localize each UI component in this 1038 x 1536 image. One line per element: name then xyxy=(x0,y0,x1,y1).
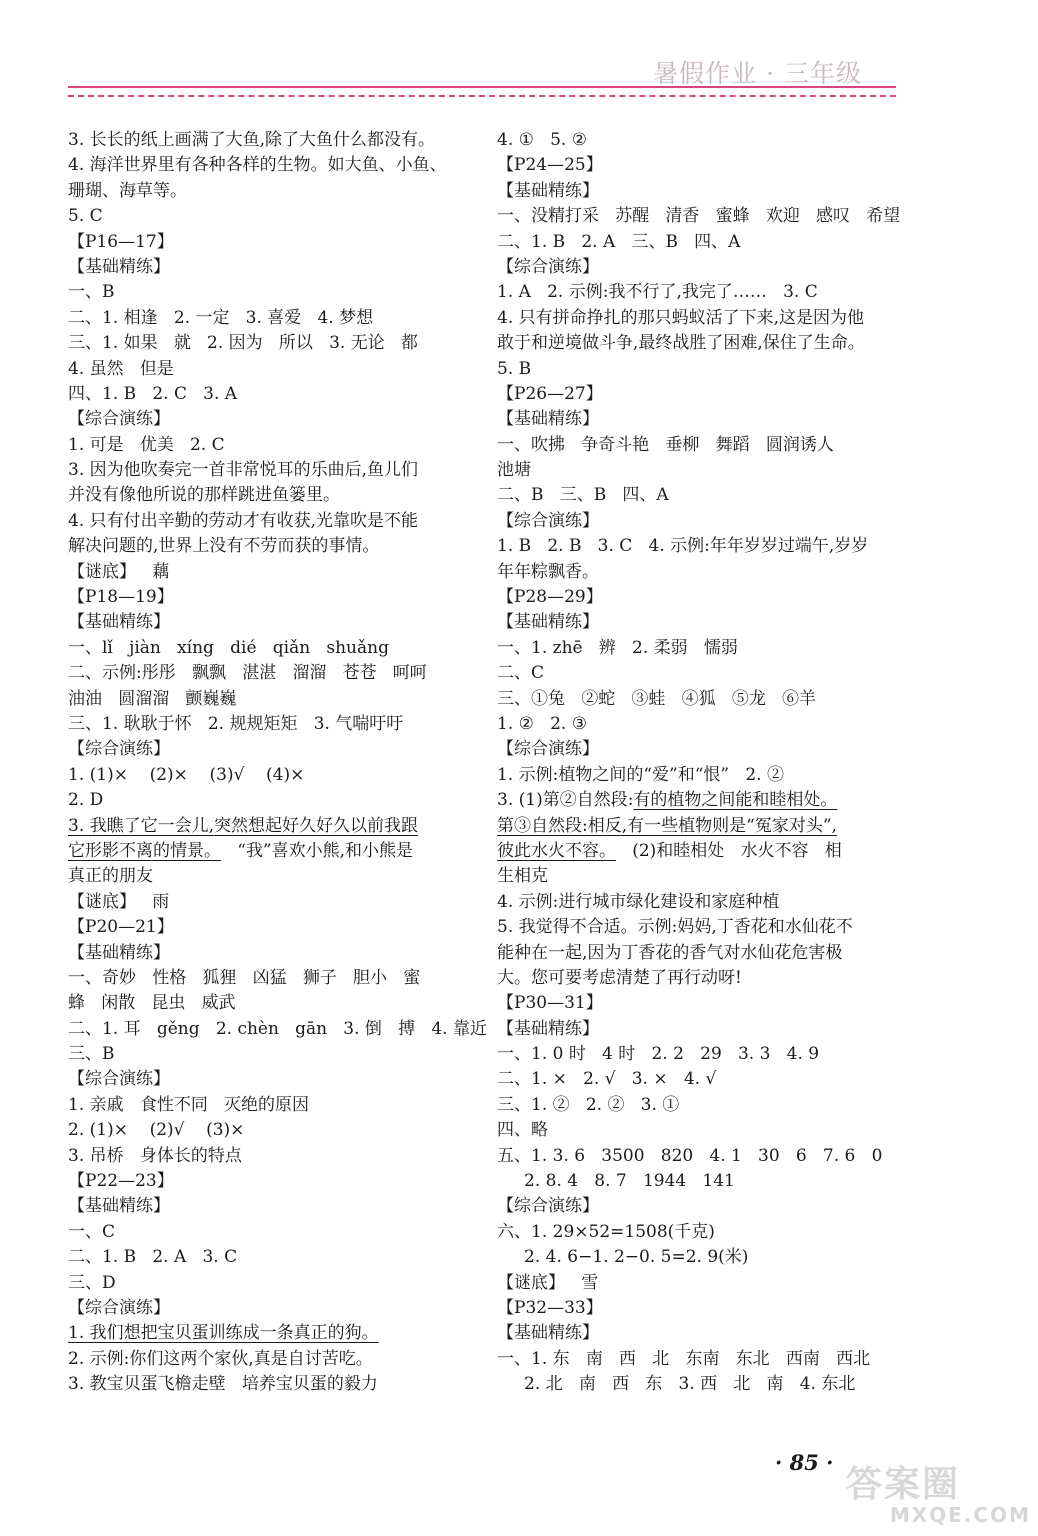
answer-line xyxy=(497,306,899,331)
answer-text: 四、略 xyxy=(497,1120,548,1141)
answer-line xyxy=(497,230,899,255)
answer-text: 2. (1)× (2)√ (3)× xyxy=(68,1120,245,1141)
answer-text: 1. A 2. 示例:我不行了,我完了…… 3. C xyxy=(497,282,818,303)
answer-line xyxy=(497,941,899,966)
answer-text: 4. 只有付出辛勤的劳动才有收获,光靠吹是不能 xyxy=(68,510,419,531)
answer-text: 【综合演练】 xyxy=(68,409,170,430)
left-column xyxy=(68,128,487,1398)
right-column xyxy=(497,128,899,1398)
answer-line xyxy=(497,280,899,305)
answer-line xyxy=(68,941,473,966)
answer-line xyxy=(497,839,899,864)
answer-text: 2. 北 南 西 东 3. 西 北 南 4. 东北 xyxy=(497,1374,856,1395)
answer-line xyxy=(68,1347,473,1372)
answer-text: 大。您可要考虑清楚了再行动呀! xyxy=(497,967,742,988)
watermark-logo xyxy=(846,1466,1031,1528)
answer-line xyxy=(497,331,899,356)
answer-line xyxy=(497,1144,899,1169)
answer-text: 4. 只有拼命挣扎的那只蚂蚁活了下来,这是因为他 xyxy=(497,307,865,328)
answer-line xyxy=(68,915,473,940)
answer-line xyxy=(497,255,899,280)
answer-line xyxy=(497,534,899,559)
answer-text: 【综合演练】 xyxy=(497,1196,599,1217)
answer-text: 三、①兔 ②蛇 ③蛙 ④狐 ⑤龙 ⑥羊 xyxy=(497,688,817,709)
answer-line xyxy=(497,1347,899,1372)
answer-line xyxy=(497,1372,899,1397)
answer-line xyxy=(68,179,473,204)
answer-text: 第③自然段:相反,有一些植物则是“冤家对头”, xyxy=(497,815,837,836)
answer-text: 【基础精练】 xyxy=(68,942,170,963)
answer-line xyxy=(497,407,899,432)
answer-text: 【P22—23】 xyxy=(68,1171,174,1192)
answer-line xyxy=(68,991,473,1016)
answer-text: 【基础精练】 xyxy=(68,612,170,633)
answer-line xyxy=(68,509,473,534)
answer-text: 【基础精练】 xyxy=(497,1323,599,1344)
answer-text: 2. 4. 6−1. 2−0. 5=2. 9(米) xyxy=(497,1247,749,1268)
answer-line xyxy=(497,737,899,762)
answer-text: 3. 我瞧了它一会儿,突然想起好久好久以前我跟 xyxy=(68,815,419,836)
answer-line xyxy=(68,864,473,889)
answer-text: 一、1. 0 时 4 时 2. 2 29 3. 3 4. 9 xyxy=(497,1044,820,1065)
answer-line xyxy=(68,331,473,356)
answer-line xyxy=(497,509,899,534)
answer-text: 1. B 2. B 3. C 4. 示例:年年岁岁过端午,岁岁 xyxy=(497,536,869,557)
answer-text: 一、奇妙 性格 狐狸 凶猛 狮子 胆小 蜜 xyxy=(68,967,421,988)
answer-text: 2. 示例:你们这两个家伙,真是自讨苦吃。 xyxy=(68,1348,373,1369)
answer-line xyxy=(497,204,899,229)
answer-text: 【基础精练】 xyxy=(68,1196,170,1217)
answer-text: 【基础精练】 xyxy=(497,1018,599,1039)
answer-line xyxy=(68,788,473,813)
answer-line xyxy=(497,153,899,178)
answer-text: 六、1. 29×52=1508(千克) xyxy=(497,1221,715,1242)
answer-line xyxy=(497,1245,899,1270)
answer-text: 【P26—27】 xyxy=(497,383,603,404)
answer-text: 3. (1)第②自然段: xyxy=(497,790,634,811)
answer-text: 二、1. 相逢 2. 一定 3. 喜爱 4. 梦想 xyxy=(68,307,374,328)
answer-text: 【综合演练】 xyxy=(68,739,170,760)
answer-line xyxy=(497,1017,899,1042)
answer-text: 2. D xyxy=(68,790,104,811)
answer-line xyxy=(68,1093,473,1118)
answer-line xyxy=(68,153,473,178)
answer-line xyxy=(68,230,473,255)
answer-text: 4. ① 5. ② xyxy=(497,130,587,150)
answer-line xyxy=(497,1067,899,1092)
answer-line xyxy=(68,280,473,305)
answer-text: 3. 教宝贝蛋飞檐走壁 培养宝贝蛋的毅力 xyxy=(68,1374,378,1395)
answer-line xyxy=(497,610,899,635)
answer-text: 【综合演练】 xyxy=(68,1297,170,1318)
answer-line xyxy=(68,483,473,508)
answer-text: 五、1. 3. 6 3500 820 4. 1 30 6 7. 6 0 xyxy=(497,1145,883,1166)
answer-text: 4. 示例:进行城市绿化建设和家庭种植 xyxy=(497,891,780,912)
answer-text: 三、1. ② 2. ② 3. ① xyxy=(497,1094,680,1115)
answer-text: 1. 我们想把宝贝蛋训练成一条真正的狗。 xyxy=(68,1323,379,1344)
answer-text: 【P32—33】 xyxy=(497,1297,603,1318)
answer-text: 【综合演练】 xyxy=(497,256,599,277)
answer-text: 二、1. 耳 gěng 2. chèn gān 3. 倒 搏 4. 靠近 xyxy=(68,1018,487,1039)
answer-text: 【基础精练】 xyxy=(497,180,599,201)
answer-line xyxy=(497,1042,899,1067)
answer-text: 1. ② 2. ③ xyxy=(497,713,587,734)
answer-text: 5. B xyxy=(497,358,532,379)
answer-line xyxy=(68,1245,473,1270)
answer-text: 它形影不离的情景。 xyxy=(68,840,221,861)
answer-line xyxy=(497,712,899,737)
answer-line xyxy=(68,128,473,153)
answer-text: 彼此水火不容。 xyxy=(497,840,616,861)
answer-line xyxy=(497,1321,899,1346)
answer-line xyxy=(497,1169,899,1194)
header-rule xyxy=(68,86,896,88)
answer-text: 1. (1)× (2)× (3)√ (4)× xyxy=(68,764,305,785)
answer-line xyxy=(68,839,473,864)
answer-line xyxy=(497,763,899,788)
answer-text: 【P18—19】 xyxy=(68,587,174,608)
answer-line xyxy=(497,1194,899,1219)
answer-text: 二、1. × 2. √ 3. × 4. √ xyxy=(497,1069,717,1090)
page-number: · 85 · xyxy=(775,1450,834,1475)
answer-text: 二、1. B 2. A 3. C xyxy=(68,1247,238,1268)
answer-line xyxy=(68,1017,487,1042)
answer-text: 一、没精打采 苏醒 清香 蜜蜂 欢迎 感叹 希望 xyxy=(497,206,901,227)
answer-text: 【P28—29】 xyxy=(497,587,603,608)
answer-line xyxy=(68,534,473,559)
answer-line xyxy=(497,483,899,508)
answer-line xyxy=(497,128,899,153)
answer-text: 【基础精练】 xyxy=(497,409,599,430)
answer-text-underlined: 有的植物之间能和睦相处。 xyxy=(633,790,838,811)
answer-line xyxy=(497,1296,899,1321)
answer-line xyxy=(68,1118,473,1143)
answer-text: 珊瑚、海草等。 xyxy=(68,180,187,201)
answer-text: 三、1. 耿耿于怀 2. 规规矩矩 3. 气喘吁吁 xyxy=(68,713,404,734)
answer-line xyxy=(68,763,473,788)
answer-text: 3. 因为他吹奏完一首非常悦耳的乐曲后,鱼儿们 xyxy=(68,460,419,481)
header-title: 暑假作业 · 三年级 xyxy=(653,59,862,88)
answer-line xyxy=(497,1271,899,1296)
answer-text: 三、D xyxy=(68,1272,116,1293)
answer-line xyxy=(68,1271,473,1296)
answer-line xyxy=(68,255,473,280)
answer-text: 【综合演练】 xyxy=(68,1069,170,1090)
answer-line xyxy=(497,1118,899,1143)
answer-line xyxy=(497,560,899,585)
answer-line xyxy=(68,737,473,762)
answer-line xyxy=(68,966,473,991)
answer-line xyxy=(497,966,899,991)
answer-line xyxy=(497,864,899,889)
answer-line xyxy=(497,179,899,204)
answer-line xyxy=(68,458,473,483)
answer-line xyxy=(68,433,473,458)
answer-line xyxy=(68,636,473,661)
answer-text: 二、B 三、B 四、A xyxy=(497,485,669,506)
answer-text: 三、1. 如果 就 2. 因为 所以 3. 无论 都 xyxy=(68,333,418,354)
answer-text: 【综合演练】 xyxy=(497,510,599,531)
answer-text: 【P16—17】 xyxy=(68,231,174,252)
answer-text: 【谜底】 雪 xyxy=(497,1272,599,1293)
answer-text: 并没有像他所说的那样跳进鱼篓里。 xyxy=(68,485,340,506)
answer-line xyxy=(68,1321,473,1346)
answer-text: 一、lǐ jiàn xíng dié qiǎn shuǎng xyxy=(68,637,389,658)
answer-line xyxy=(497,915,899,940)
answer-line xyxy=(68,661,473,686)
answer-line xyxy=(68,1169,473,1194)
answer-line xyxy=(497,661,899,686)
answer-line xyxy=(68,204,473,229)
answer-text: 【P24—25】 xyxy=(497,155,603,176)
answer-text: 油油 圆溜溜 颤巍巍 xyxy=(68,688,237,709)
answer-text: 二、C xyxy=(497,663,545,684)
answer-text: 1. 可是 优美 2. C xyxy=(68,434,225,455)
answer-text: 蜂 闲散 昆虫 威武 xyxy=(68,993,236,1014)
answer-text: 【综合演练】 xyxy=(497,739,599,760)
answer-line xyxy=(497,890,899,915)
answer-line xyxy=(68,1042,473,1067)
answer-text: 【P30—31】 xyxy=(497,993,603,1014)
answer-line xyxy=(68,1220,473,1245)
header-dashed-rule xyxy=(68,95,896,97)
answer-text: 【基础精练】 xyxy=(68,256,170,277)
answer-text: 三、B xyxy=(68,1044,115,1065)
answer-line xyxy=(497,357,899,382)
watermark-sub-text: MXQE.COM xyxy=(889,1503,1031,1527)
answer-text: 二、示例:彤彤 飘飘 湛湛 溜溜 苍苍 呵呵 xyxy=(68,663,427,684)
answer-line xyxy=(497,585,899,610)
answer-text: 4. 虽然 但是 xyxy=(68,358,174,379)
answer-text: 一、C xyxy=(68,1221,116,1242)
answer-line xyxy=(68,814,473,839)
answer-line xyxy=(68,1144,473,1169)
answer-line xyxy=(497,382,899,407)
watermark-main-text: 答案圈 xyxy=(846,1464,961,1505)
answer-text: 3. 长长的纸上画满了大鱼,除了大鱼什么都没有。 xyxy=(68,130,436,150)
answer-text: 1. 亲戚 食性不同 灭绝的原因 xyxy=(68,1094,310,1115)
answer-line xyxy=(497,1093,899,1118)
answer-text-tail: “我”喜欢小熊,和小熊是 xyxy=(221,840,413,861)
answer-line xyxy=(68,560,473,585)
answer-text: 5. C xyxy=(68,206,103,227)
answer-line xyxy=(68,1067,473,1092)
answer-line xyxy=(68,610,473,635)
answer-text: 1. 示例:植物之间的“爱”和“恨” 2. ② xyxy=(497,764,784,785)
answer-line xyxy=(68,407,473,432)
answer-text: 一、B xyxy=(68,282,115,303)
answer-line xyxy=(68,585,473,610)
answer-text: 真正的朋友 xyxy=(68,866,153,887)
answer-line xyxy=(497,991,899,1016)
answer-text: 【P20—21】 xyxy=(68,917,174,938)
answer-line xyxy=(68,712,473,737)
answer-line xyxy=(497,433,899,458)
answer-text: 3. 吊桥 身体长的特点 xyxy=(68,1145,242,1166)
answer-line xyxy=(497,687,899,712)
answer-line xyxy=(497,788,899,813)
answer-text: 【谜底】 藕 xyxy=(68,561,170,582)
answer-line xyxy=(497,814,899,839)
answer-line xyxy=(68,306,473,331)
answer-line xyxy=(68,687,473,712)
answer-text: 【谜底】 雨 xyxy=(68,891,170,912)
answer-text: 5. 我觉得不合适。示例:妈妈,丁香花和水仙花不 xyxy=(497,917,853,938)
answer-text: 4. 海洋世界里有各种各样的生物。如大鱼、小鱼、 xyxy=(68,155,447,176)
answer-line xyxy=(68,890,473,915)
answer-text: 【基础精练】 xyxy=(497,612,599,633)
answer-text: 解决问题的,世界上没有不劳而获的事情。 xyxy=(68,536,380,557)
answer-text-tail: (2)和睦相处 水火不容 相 xyxy=(616,840,842,861)
answer-line xyxy=(68,1194,473,1219)
answer-line xyxy=(68,382,473,407)
answer-text: 2. 8. 4 8. 7 1944 141 xyxy=(497,1171,735,1192)
answer-line xyxy=(68,1372,473,1397)
answer-text: 四、1. B 2. C 3. A xyxy=(68,383,238,404)
answer-line xyxy=(68,357,473,382)
answer-text: 一、1. 东 南 西 北 东南 东北 西南 西北 xyxy=(497,1348,871,1369)
answer-line xyxy=(68,1296,473,1321)
answer-line xyxy=(497,1220,899,1245)
answer-text: 能种在一起,因为丁香花的香气对水仙花危害极 xyxy=(497,942,843,963)
answer-text: 一、吹拂 争奇斗艳 垂柳 舞蹈 圆润诱人 xyxy=(497,434,834,455)
answer-line xyxy=(497,458,899,483)
answer-text: 一、1. zhē 辨 2. 柔弱 懦弱 xyxy=(497,637,738,658)
answer-line xyxy=(497,636,899,661)
answer-text: 敢于和逆境做斗争,最终战胜了困难,保住了生命。 xyxy=(497,333,865,354)
answer-text: 生相克 xyxy=(497,866,548,887)
answer-text: 二、1. B 2. A 三、B 四、A xyxy=(497,231,741,252)
answer-text: 池塘 xyxy=(497,460,531,481)
answer-text: 年年粽飘香。 xyxy=(497,561,599,582)
